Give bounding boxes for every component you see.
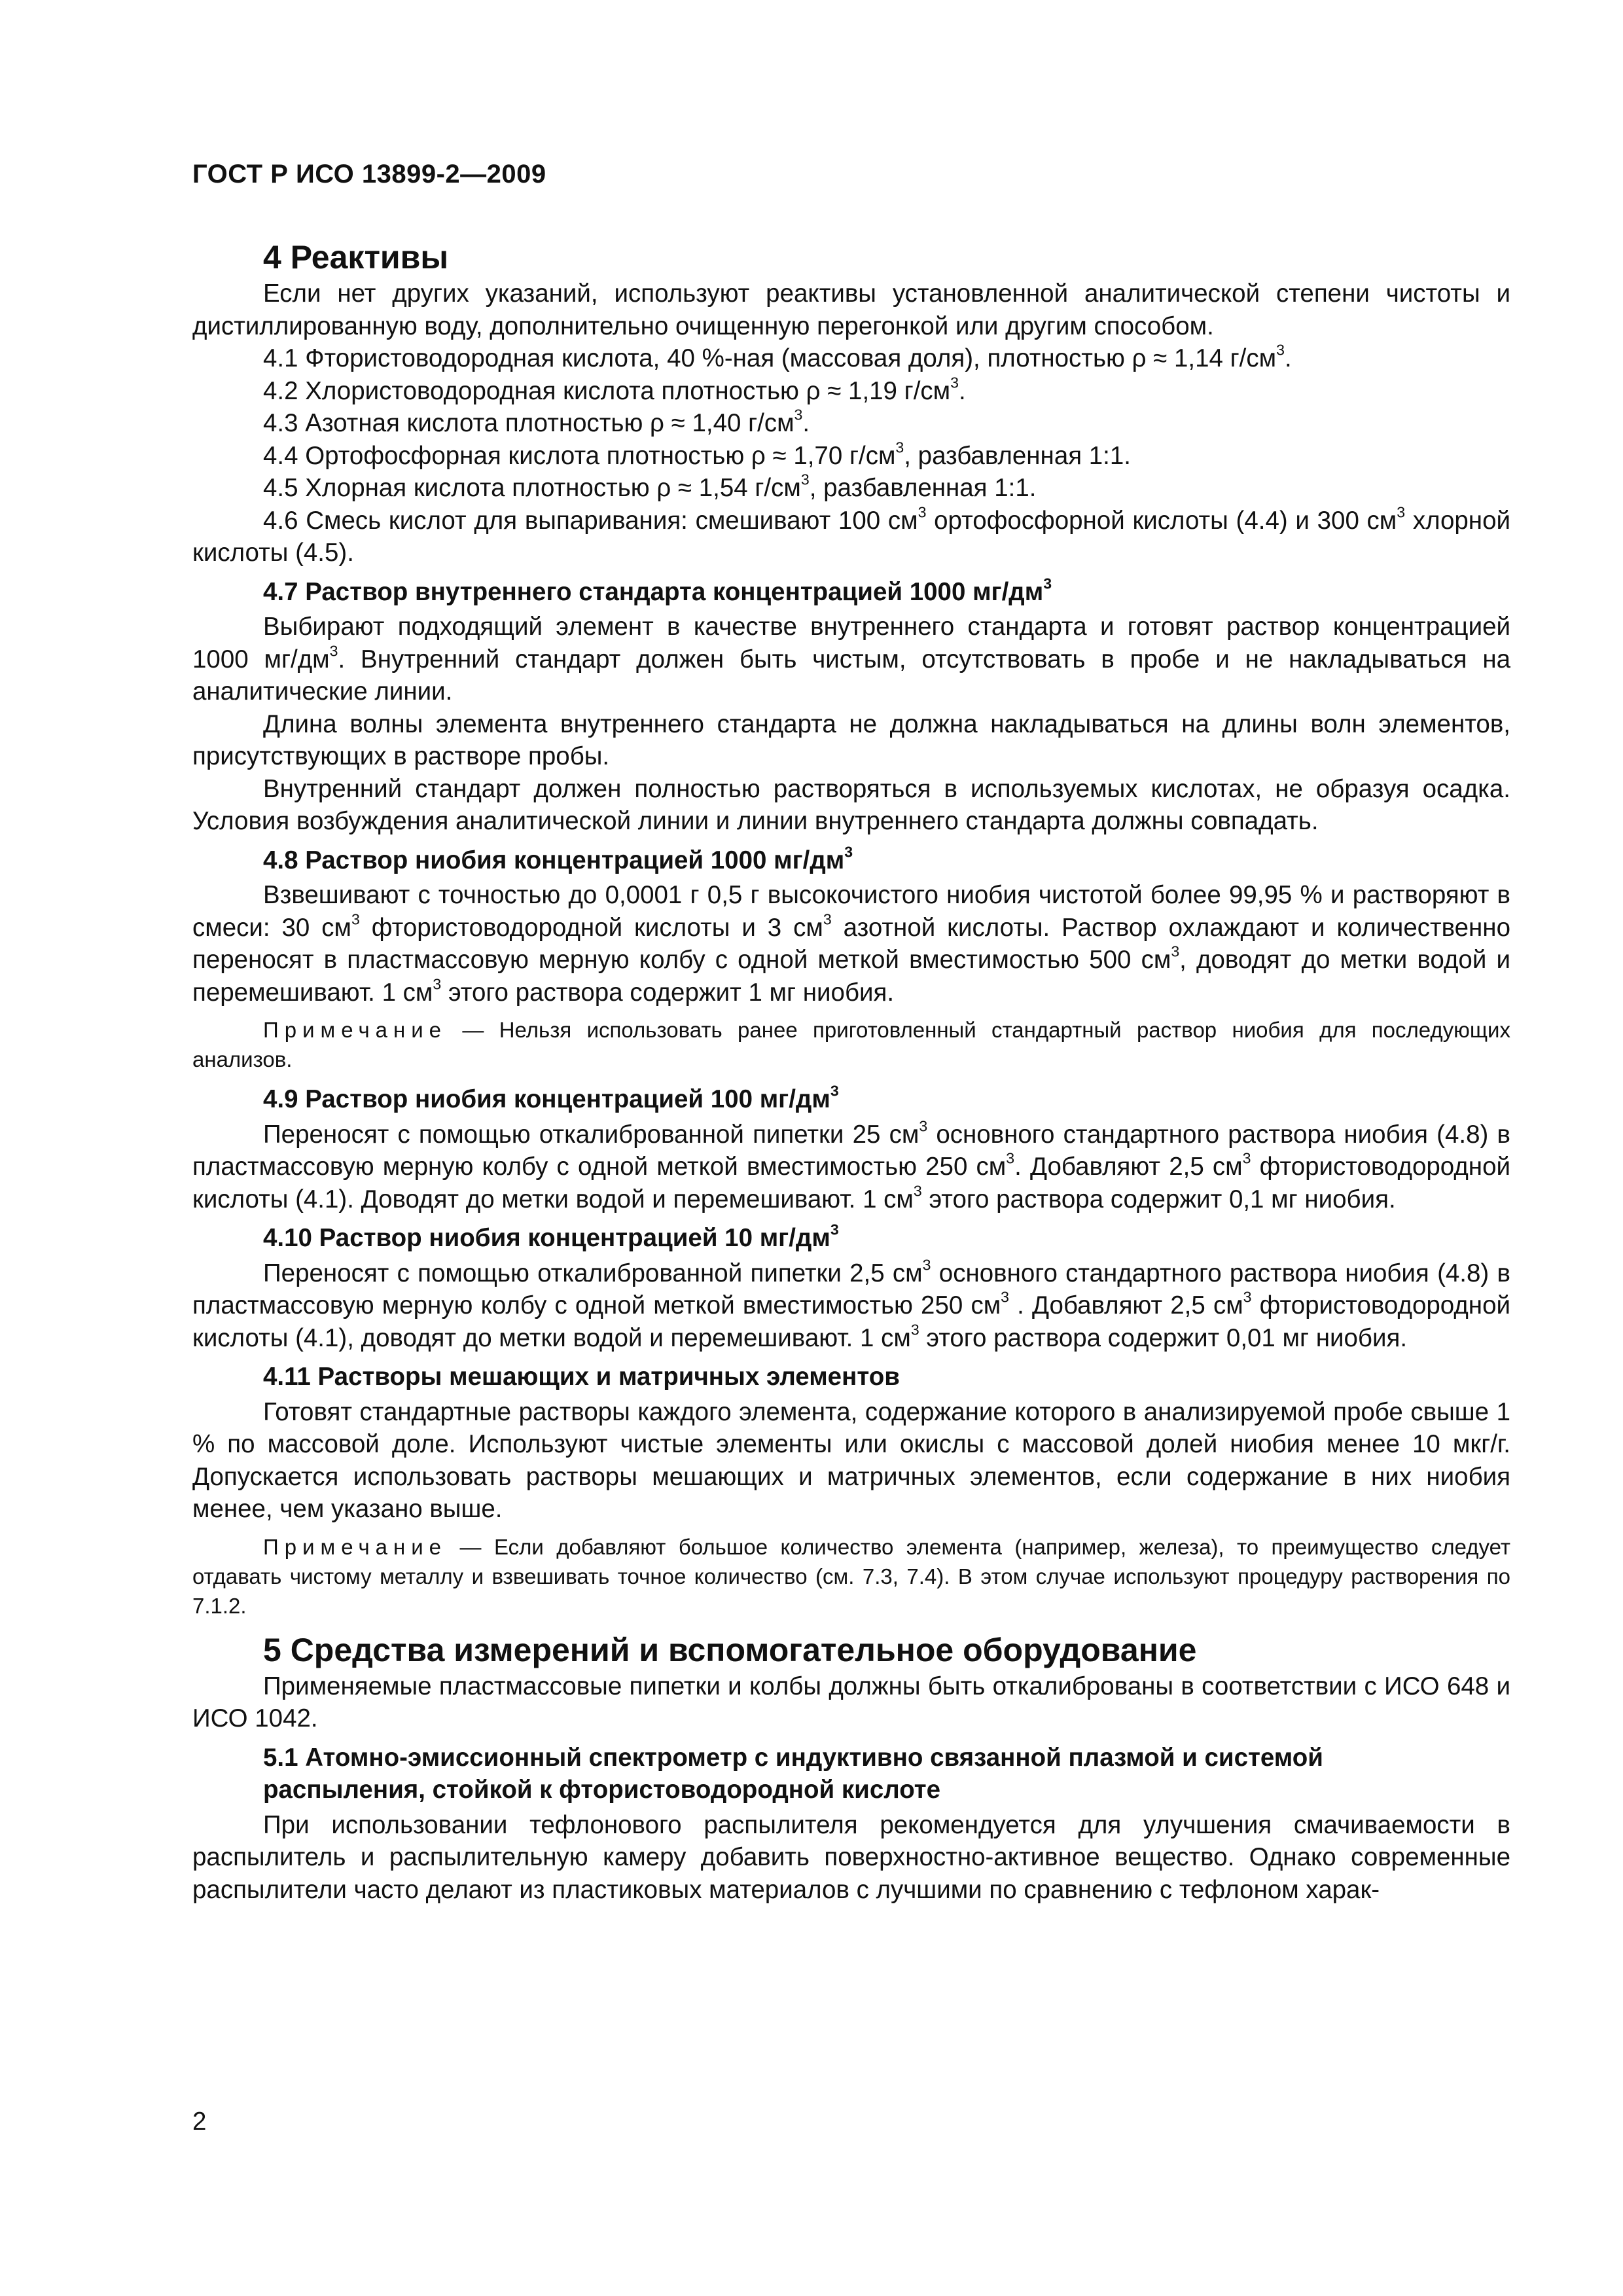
page-number: 2: [192, 2108, 207, 2136]
paragraph-4-8: [192, 879, 1510, 1009]
note-text: — Нельзя использовать ранее приготовленный стандартный раствор ниобия для последующих анализов.: [192, 1018, 1510, 1071]
superscript-3: 3: [830, 1082, 839, 1100]
superscript-3: 3: [895, 439, 904, 456]
paragraph-4-9: [192, 1119, 1510, 1216]
subsection-4-7-heading: [192, 576, 1510, 609]
note-text: — Если добавляют большое количество элемента (например, железа), то преимущество следует отдавать чистому металлу и взвешивать точное количество (см. 7.3, 7.4). В этом случае используют процедуру растворения по 7.1.2.: [192, 1534, 1510, 1618]
item-4-5-end: , разбавленная 1:1.: [809, 474, 1037, 502]
paragraph-4-7-2: Длина волны элемента внутреннего стандарта не должна накладываться на длины волн элементов, присутствующих в растворе пробы.: [192, 709, 1510, 770]
superscript-3: 3: [1276, 341, 1285, 359]
superscript-3: 3: [1397, 503, 1406, 521]
item-4-1: [192, 342, 1510, 375]
superscript-3: 3: [794, 406, 803, 423]
paragraph-4-10-c: . Добавляют 2,5 см: [1009, 1291, 1243, 1319]
superscript-3: 3: [918, 503, 927, 521]
superscript-3: 3: [800, 471, 810, 488]
paragraph-4-10-e: этого раствора содержит 0,01 мг ниобия.: [919, 1323, 1408, 1352]
note-label: Примечание: [263, 1534, 448, 1559]
subsection-4-9-heading: [192, 1083, 1510, 1116]
paragraph-4-7-1-a: Выбирают подходящий элемент в качестве внутреннего стандарта и готовят раствор концентрацией 1000 мг/дм: [192, 613, 1510, 673]
section-4-heading: 4 Реактивы: [263, 239, 449, 276]
superscript-3: 3: [913, 1182, 922, 1200]
page-content: [192, 237, 1510, 1906]
superscript-3: 3: [1001, 1288, 1010, 1306]
superscript-3: 3: [922, 1256, 931, 1274]
item-4-2-end: .: [958, 376, 966, 405]
section-5-intro: Применяемые пластмассовые пипетки и колбы должны быть откалиброваны в соответствии с ИСО 648 и ИСО 1042.: [192, 1672, 1510, 1732]
subsection-4-7-title: 4.7 Раствор внутреннего стандарта концентрацией 1000 мг/дм: [263, 577, 1044, 606]
superscript-3: 3: [844, 843, 853, 861]
paragraph-4-8-a: Взвешивают с точностью до 0,0001 г 0,5 г высокочистого ниобия чистотой более 99,95 % и растворяют в смеси: 30 см: [192, 881, 1510, 942]
superscript-3: 3: [1243, 1288, 1252, 1306]
item-4-4-end: , разбавленная 1:1.: [904, 441, 1131, 470]
superscript-3: 3: [351, 910, 360, 928]
paragraph-4-8-b: фтористоводородной кислоты и 3 см: [359, 913, 823, 942]
subsection-4-8-heading: [192, 844, 1510, 877]
section-4-intro: Если нет других указаний, используют реактивы установленной аналитической степени чистоты и дистиллированную воду, дополнительно очищенную перегонкой или другим способом.: [192, 279, 1510, 340]
item-4-6: [192, 505, 1510, 569]
paragraph-4-9-c: . Добавляют 2,5 см: [1014, 1153, 1243, 1181]
note-4-11: [192, 1532, 1510, 1621]
paragraph-4-9-e: этого раствора содержит 0,1 мг ниобия.: [921, 1185, 1396, 1213]
paragraph-4-9-b: основного стандартного раствора ниобия (4.8) в пластмассовую мерную колбу с одной меткой вместимостью 250 см: [192, 1120, 1510, 1181]
note-4-8: [192, 1015, 1510, 1074]
superscript-3: 3: [910, 1321, 919, 1338]
paragraph-4-7-3: Внутренний стандарт должен полностью растворяться в используемых кислотах, не образуя осадка. Условия возбуждения аналитической линии и линии внутреннего стандарта должны совпадать.: [192, 774, 1510, 835]
paragraph-4-8-e: этого раствора содержит 1 мг ниобия.: [441, 978, 895, 1007]
paragraph-4-10-d: фтористоводородной кислоты (4.1), доводят до метки водой и перемешивают. 1 см: [192, 1291, 1510, 1352]
superscript-3: 3: [1043, 575, 1052, 592]
paragraph-4-8-d: , доводят до метки водой и перемешивают. 1 см: [192, 946, 1510, 1007]
item-4-5-text: 4.5 Хлорная кислота плотностью ρ ≈ 1,54 г/см: [263, 474, 801, 502]
subsection-4-8-title: 4.8 Раствор ниобия концентрацией 1000 мг/дм: [263, 846, 845, 874]
item-4-1-end: .: [1284, 344, 1292, 372]
subsection-4-10-heading: [192, 1222, 1510, 1255]
paragraph-4-10: [192, 1257, 1510, 1355]
paragraph-4-10-b: основного стандартного раствора ниобия (4.8) в пластмассовую мерную колбу с одной меткой вместимостью 250 см: [192, 1259, 1510, 1319]
paragraph-4-7-1-b: . Внутренний стандарт должен быть чистым, отсутствовать в пробе и не накладываться на аналитические линии.: [192, 645, 1510, 706]
superscript-3: 3: [1242, 1149, 1251, 1167]
paragraph-4-11: Готовят стандартные растворы каждого элемента, содержание которого в анализируемой пробе свыше 1 % по массовой доле. Используют чистые элементы или окислы с массовой долей ниобия менее 10 мкг/г. Допускается использовать растворы мешающих и матричных элементов, если содержание в них ниобия менее, чем указано выше.: [192, 1397, 1510, 1523]
superscript-3: 3: [329, 642, 338, 660]
paragraph-4-8-c: азотной кислоты. Раствор охлаждают и количественно переносят в пластмассовую мерную колбу с одной меткой вместимостью 500 см: [192, 913, 1510, 974]
subsection-5-1-heading: 5.1 Атомно-эмиссионный спектрометр с индуктивно связанной плазмой и системой распыления, стойкой к фтористоводородной кислоте: [263, 1743, 1323, 1804]
item-4-1-text: 4.1 Фтористоводородная кислота, 40 %-ная (массовая доля), плотностью ρ ≈ 1,14 г/см: [263, 344, 1277, 372]
superscript-3: 3: [433, 975, 442, 993]
item-4-5: [192, 472, 1510, 505]
superscript-3: 3: [1006, 1149, 1015, 1167]
superscript-3: 3: [823, 910, 832, 928]
superscript-3: 3: [919, 1117, 928, 1135]
subsection-4-11-heading: 4.11 Растворы мешающих и матричных элементов: [263, 1363, 900, 1391]
item-4-2: [192, 375, 1510, 408]
item-4-3: [192, 407, 1510, 440]
item-4-3-end: .: [802, 409, 810, 437]
item-4-6-text-c: хлорной кислоты (4.5).: [192, 506, 1510, 567]
item-4-4-text: 4.4 Ортофосфорная кислота плотностью ρ ≈ 1,70 г/см: [263, 441, 896, 470]
note-label: Примечание: [263, 1018, 448, 1042]
subsection-4-9-title: 4.9 Раствор ниобия концентрацией 100 мг/дм: [263, 1085, 830, 1113]
paragraph-4-9-d: фтористоводородной кислоты (4.1). Доводят до метки водой и перемешивают. 1 см: [192, 1153, 1510, 1213]
superscript-3: 3: [1171, 942, 1180, 960]
paragraph-4-10-a: Переносят с помощью откалиброванной пипетки 2,5 см: [263, 1259, 923, 1287]
document-header: ГОСТ Р ИСО 13899-2—2009: [192, 160, 546, 188]
item-4-2-text: 4.2 Хлористоводородная кислота плотностью ρ ≈ 1,19 г/см: [263, 376, 951, 405]
section-5-heading: 5 Средства измерений и вспомогательное оборудование: [263, 1631, 1197, 1668]
item-4-6-text-b: ортофосфорной кислоты (4.4) и 300 см: [926, 506, 1397, 535]
paragraph-5-1: При использовании тефлонового распылителя рекомендуется для улучшения смачиваемости в распылитель и распылительную камеру добавить поверхностно-активное вещество. Однако современные распылители часто делают из пластиковых материалов с лучшими по сравнению с тефлоном харак-: [192, 1810, 1510, 1904]
item-4-3-text: 4.3 Азотная кислота плотностью ρ ≈ 1,40 г/см: [263, 409, 794, 437]
item-4-4: [192, 440, 1510, 473]
item-4-6-text-a: 4.6 Смесь кислот для выпаривания: смешивают 100 см: [263, 506, 918, 535]
paragraph-4-7-1: [192, 611, 1510, 708]
superscript-3: 3: [830, 1221, 839, 1238]
superscript-3: 3: [950, 374, 959, 391]
paragraph-4-9-a: Переносят с помощью откалиброванной пипетки 25 см: [263, 1120, 919, 1149]
subsection-4-10-title: 4.10 Раствор ниобия концентрацией 10 мг/дм: [263, 1224, 830, 1252]
